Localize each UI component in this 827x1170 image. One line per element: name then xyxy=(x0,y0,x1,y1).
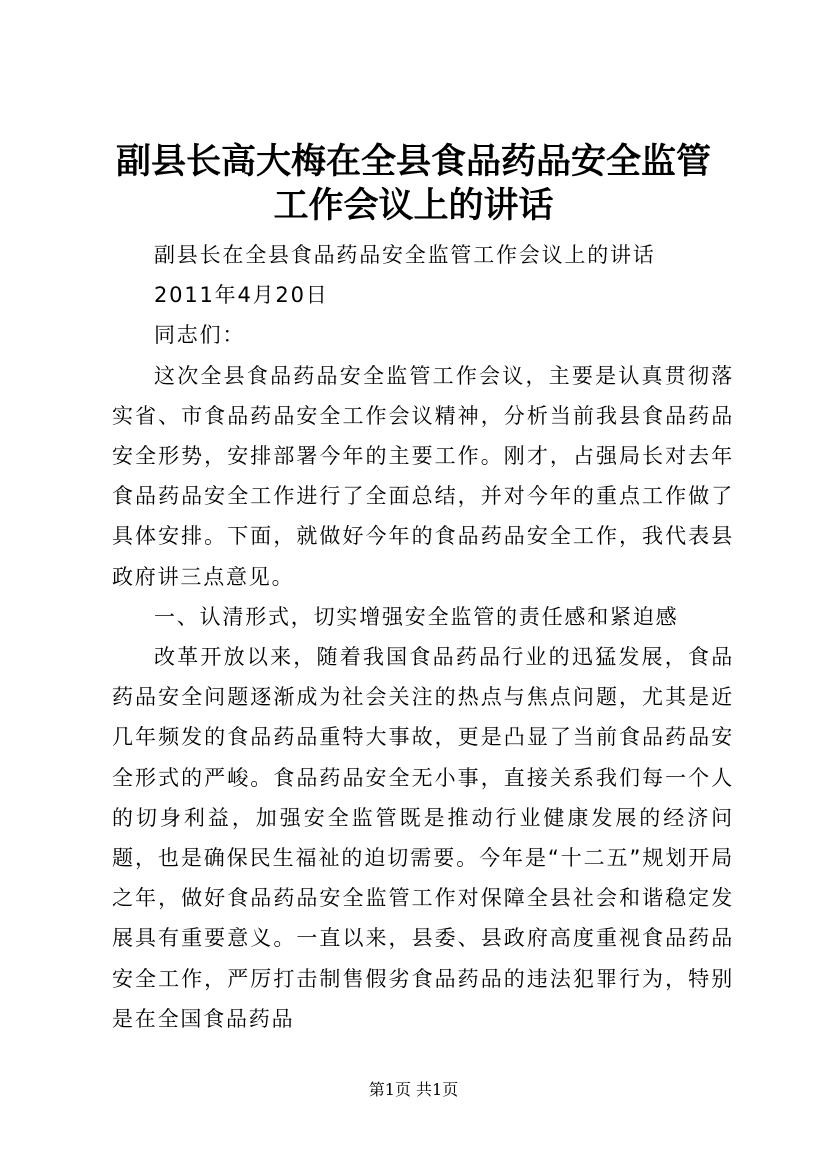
document-title: 副县长高大梅在全县食品药品安全监管工作会议上的讲话 xyxy=(115,141,711,226)
intro-paragraph: 这次全县食品药品安全监管工作会议，主要是认真贯彻落实省、市食品药品安全工作会议精神，分析当前我县食品药品安全形势，安排部署今年的主要工作。刚才，占强局长对去年食品药品安全工作进行了全面总结，并对今年的重点工作做了具体安排。下面，就做好今年的食品药品安全工作，我代表县政府讲三点意见。 xyxy=(112,363,734,589)
subtitle-paragraph: 副县长在全县食品药品安全监管工作会议上的讲话 xyxy=(154,243,656,267)
salutation-paragraph: 同志们： xyxy=(154,323,246,348)
body-paragraph: 改革开放以来，随着我国食品药品行业的迅猛发展，食品药品安全问题逐渐成为社会关注的热点与焦点问题，尤其是近几年频发的食品药品重特大事故，更是凸显了当前食品药品安全形式的严峻。食品药品安全无小事，直接关系我们每一个人的切身利益，加强安全监管既是推动行业健康发展的经济问题，也是确保民生福祉的迫切需要。今年是“十二五”规划开局之年，做好食品药品安全监管工作对保障全县社会和谐稳定发展具有重要意义。一直以来，县委、县政府高度重视食品药品安全工作，严厉打击制售假劣食品药品的违法犯罪行为，特别是在全国食品药品 xyxy=(112,645,734,1031)
document-body xyxy=(112,235,734,1039)
page-footer: 第1页 共1页 xyxy=(368,1080,459,1099)
section-heading: 一、认清形式，切实增强安全监管的责任感和紧迫感 xyxy=(154,604,679,629)
date-paragraph: 2011年4月20日 xyxy=(154,283,329,308)
